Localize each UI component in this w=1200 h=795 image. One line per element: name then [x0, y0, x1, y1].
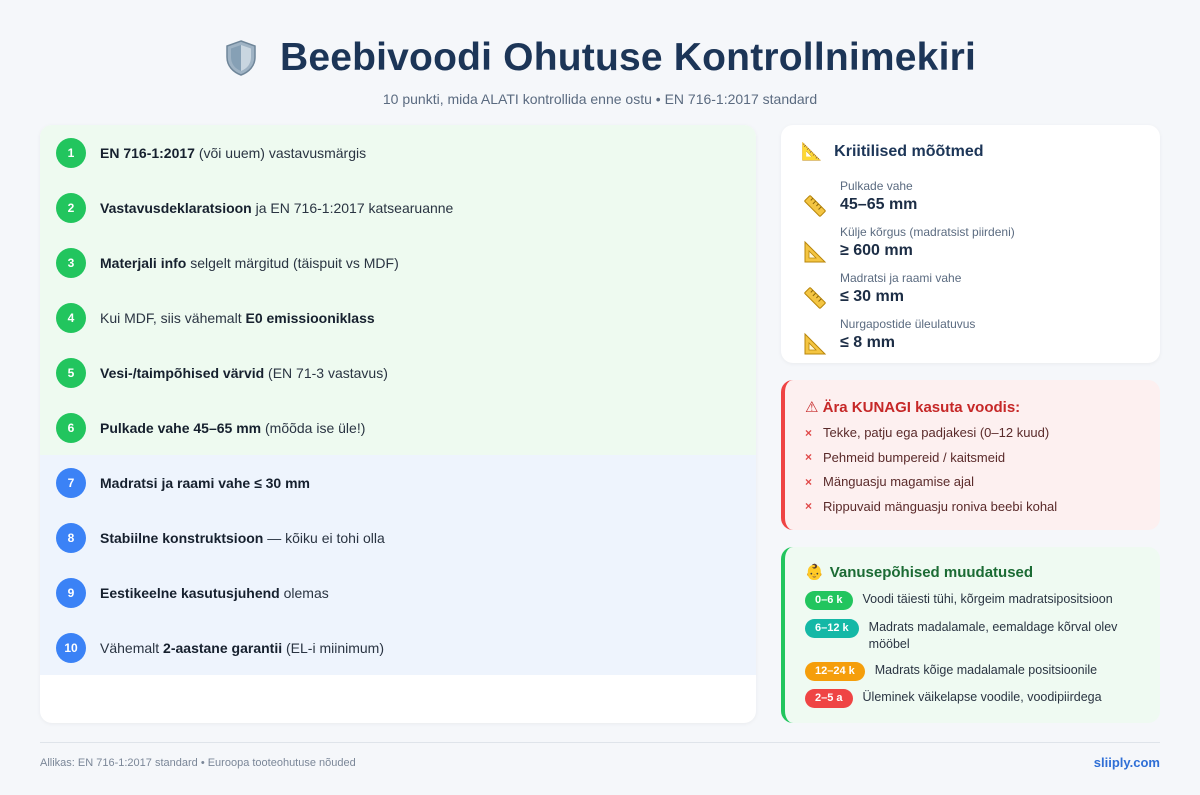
checklist-item [40, 180, 756, 235]
straight-ruler-icon [801, 284, 829, 312]
dimension-row [801, 179, 918, 220]
header [0, 0, 1200, 107]
age-change-text: Voodi täiesti tühi, kõrgeim madratsipositsioon [862, 592, 1113, 606]
checklist-item [40, 345, 756, 400]
warning-item-text: Mänguasju magamise ajal [823, 474, 975, 489]
footer-brand-link[interactable]: sliiply.com [1093, 755, 1160, 770]
warning-item-text: Tekke, patju ega padjakesi (0–12 kuud) [823, 425, 1050, 440]
triangle-ruler-icon: 📐 [801, 142, 823, 161]
item-text-pre: Vähemalt [100, 639, 164, 656]
age-change-row [805, 662, 1097, 681]
checklist-item [40, 565, 756, 620]
warning-item-text: Pehmeid bumpereid / kaitsmeid [823, 449, 1006, 465]
item-number-badge: 8 [56, 523, 86, 553]
age-title: Vanusepõhised muudatused [829, 563, 1034, 581]
item-text [100, 475, 310, 491]
item-text [100, 640, 384, 656]
age-badge: 6–12 k [805, 619, 859, 638]
item-number-badge: 4 [56, 303, 86, 333]
dimension-texts [840, 225, 1015, 260]
item-text-bold: EN 716-1:2017 [100, 144, 195, 161]
x-icon: × [805, 425, 813, 440]
dimension-label: Madratsi ja raami vahe [840, 271, 962, 285]
warning-card [781, 380, 1160, 530]
page-subtitle: 10 punkti, mida ALATI kontrollida enne ostu • EN 716-1:2017 standard [382, 91, 818, 107]
item-number-badge: 6 [56, 413, 86, 443]
item-number-badge: 9 [56, 578, 86, 608]
title-row [0, 34, 1200, 82]
x-icon: × [805, 499, 813, 513]
item-number-badge: 7 [56, 468, 86, 498]
item-number-badge: 1 [56, 138, 86, 168]
warning-item-text: Rippuvaid mänguasju roniva beebi kohal [823, 498, 1058, 514]
shield-icon [224, 39, 258, 77]
page-title: Beebivoodi Ohutuse Kontrollnimekiri [279, 36, 977, 79]
age-badge: 2–5 a [805, 689, 853, 708]
age-change-text: Üleminek väikelapse voodile, voodipiirdega [862, 690, 1102, 704]
dimension-value: ≤ 30 mm [840, 288, 904, 305]
checklist-item [40, 510, 756, 565]
checklist-item [40, 620, 756, 675]
age-badge: 0–6 k [805, 591, 853, 610]
dimension-value: ≥ 600 mm [840, 242, 913, 259]
item-text-bold: Vesi-/taimpõhised värvid [100, 364, 265, 381]
checklist-card [40, 125, 756, 723]
item-text [100, 145, 366, 161]
age-changes-card [781, 547, 1160, 723]
item-text [100, 200, 453, 216]
dimension-row [801, 317, 976, 358]
warning-item [805, 450, 1005, 465]
dimension-label: Pulkade vahe [840, 179, 913, 193]
item-text-bold: Pulkade vahe 45–65 mm [100, 419, 262, 436]
age-change-text: Madrats madalamale, eemaldage kõrval olev mööbel [868, 620, 1118, 651]
item-text [100, 420, 365, 436]
age-change-row [805, 619, 1129, 653]
item-text-rest: (mõõda ise üle!) [261, 419, 366, 436]
item-text-bold: Vastavusdeklaratsioon [100, 199, 252, 216]
dimension-row [801, 271, 962, 312]
dimension-texts [840, 271, 961, 306]
age-change-row [805, 591, 1113, 610]
x-icon: × [805, 450, 813, 464]
straight-ruler-icon [801, 192, 829, 220]
item-text-bold: 2-aastane garantii [163, 639, 283, 656]
item-text-rest: ja EN 716-1:2017 katsearuanne [251, 199, 454, 216]
item-text-bold: Materjali info [100, 254, 187, 271]
checklist-item [40, 290, 756, 345]
item-text-rest: (EN 71-3 vastavus) [264, 364, 388, 381]
item-text [100, 585, 329, 601]
footer-divider [40, 742, 1160, 743]
item-text-rest: selgelt märgitud (täispuit vs MDF) [186, 254, 399, 271]
item-text-bold: Madratsi ja raami vahe ≤ 30 mm [100, 474, 311, 491]
dimension-value: ≤ 8 mm [840, 334, 896, 351]
item-text-rest: — kõiku ei tohi olla [263, 529, 385, 546]
item-text-bold: Eestikeelne kasutusjuhend [100, 584, 280, 601]
item-text-bold: E0 emissiooniklass [245, 309, 375, 326]
triangle-ruler-icon [801, 238, 829, 266]
x-icon: × [805, 474, 813, 489]
item-text-rest: (või uuem) vastavusmärgis [194, 144, 367, 161]
item-text [100, 530, 385, 546]
checklist-item [40, 400, 756, 455]
item-number-badge: 2 [56, 193, 86, 223]
dimensions-title-row [801, 142, 984, 162]
dimension-row [801, 225, 1015, 266]
dimension-label: Nurgapostide üleulatuvus [840, 317, 976, 331]
triangle-ruler-icon [801, 330, 829, 358]
dimension-texts [840, 179, 917, 214]
age-change-row [805, 689, 1102, 708]
warning-item [805, 425, 1049, 440]
item-text [100, 310, 375, 326]
warning-title: ⚠ Ära KUNAGI kasuta voodis: [805, 399, 1021, 416]
item-text-pre: Kui MDF, siis vähemalt [100, 309, 246, 326]
footer-source: Allikas: EN 716-1:2017 standard • Euroopa tooteohutuse nõuded [40, 757, 356, 769]
checklist-item [40, 455, 756, 510]
age-badge: 12–24 k [805, 662, 865, 681]
checklist-item [40, 235, 756, 290]
baby-icon: 👶 [805, 564, 824, 581]
dimension-label: Külje kõrgus (madratsist piirdeni) [840, 225, 1015, 239]
dimensions-card [781, 125, 1160, 363]
item-text-bold: Stabiilne konstruktsioon [100, 529, 264, 546]
dimension-value: 45–65 mm [840, 196, 918, 213]
item-text-rest: olemas [279, 584, 329, 601]
item-number-badge: 3 [56, 248, 86, 278]
age-title-row [805, 563, 1033, 581]
item-text [100, 255, 399, 271]
item-text-rest: (EL-i miinimum) [282, 639, 384, 656]
warning-item [805, 499, 1057, 514]
item-number-badge: 5 [56, 358, 86, 388]
item-text [100, 365, 388, 381]
item-number-badge: 10 [56, 633, 86, 663]
warning-item [805, 474, 974, 489]
checklist-item [40, 125, 756, 180]
dimensions-title: Kriitilised mõõtmed [834, 143, 984, 160]
dimension-texts [840, 317, 975, 352]
age-change-text: Madrats kõige madalamale positsioonile [874, 663, 1098, 677]
